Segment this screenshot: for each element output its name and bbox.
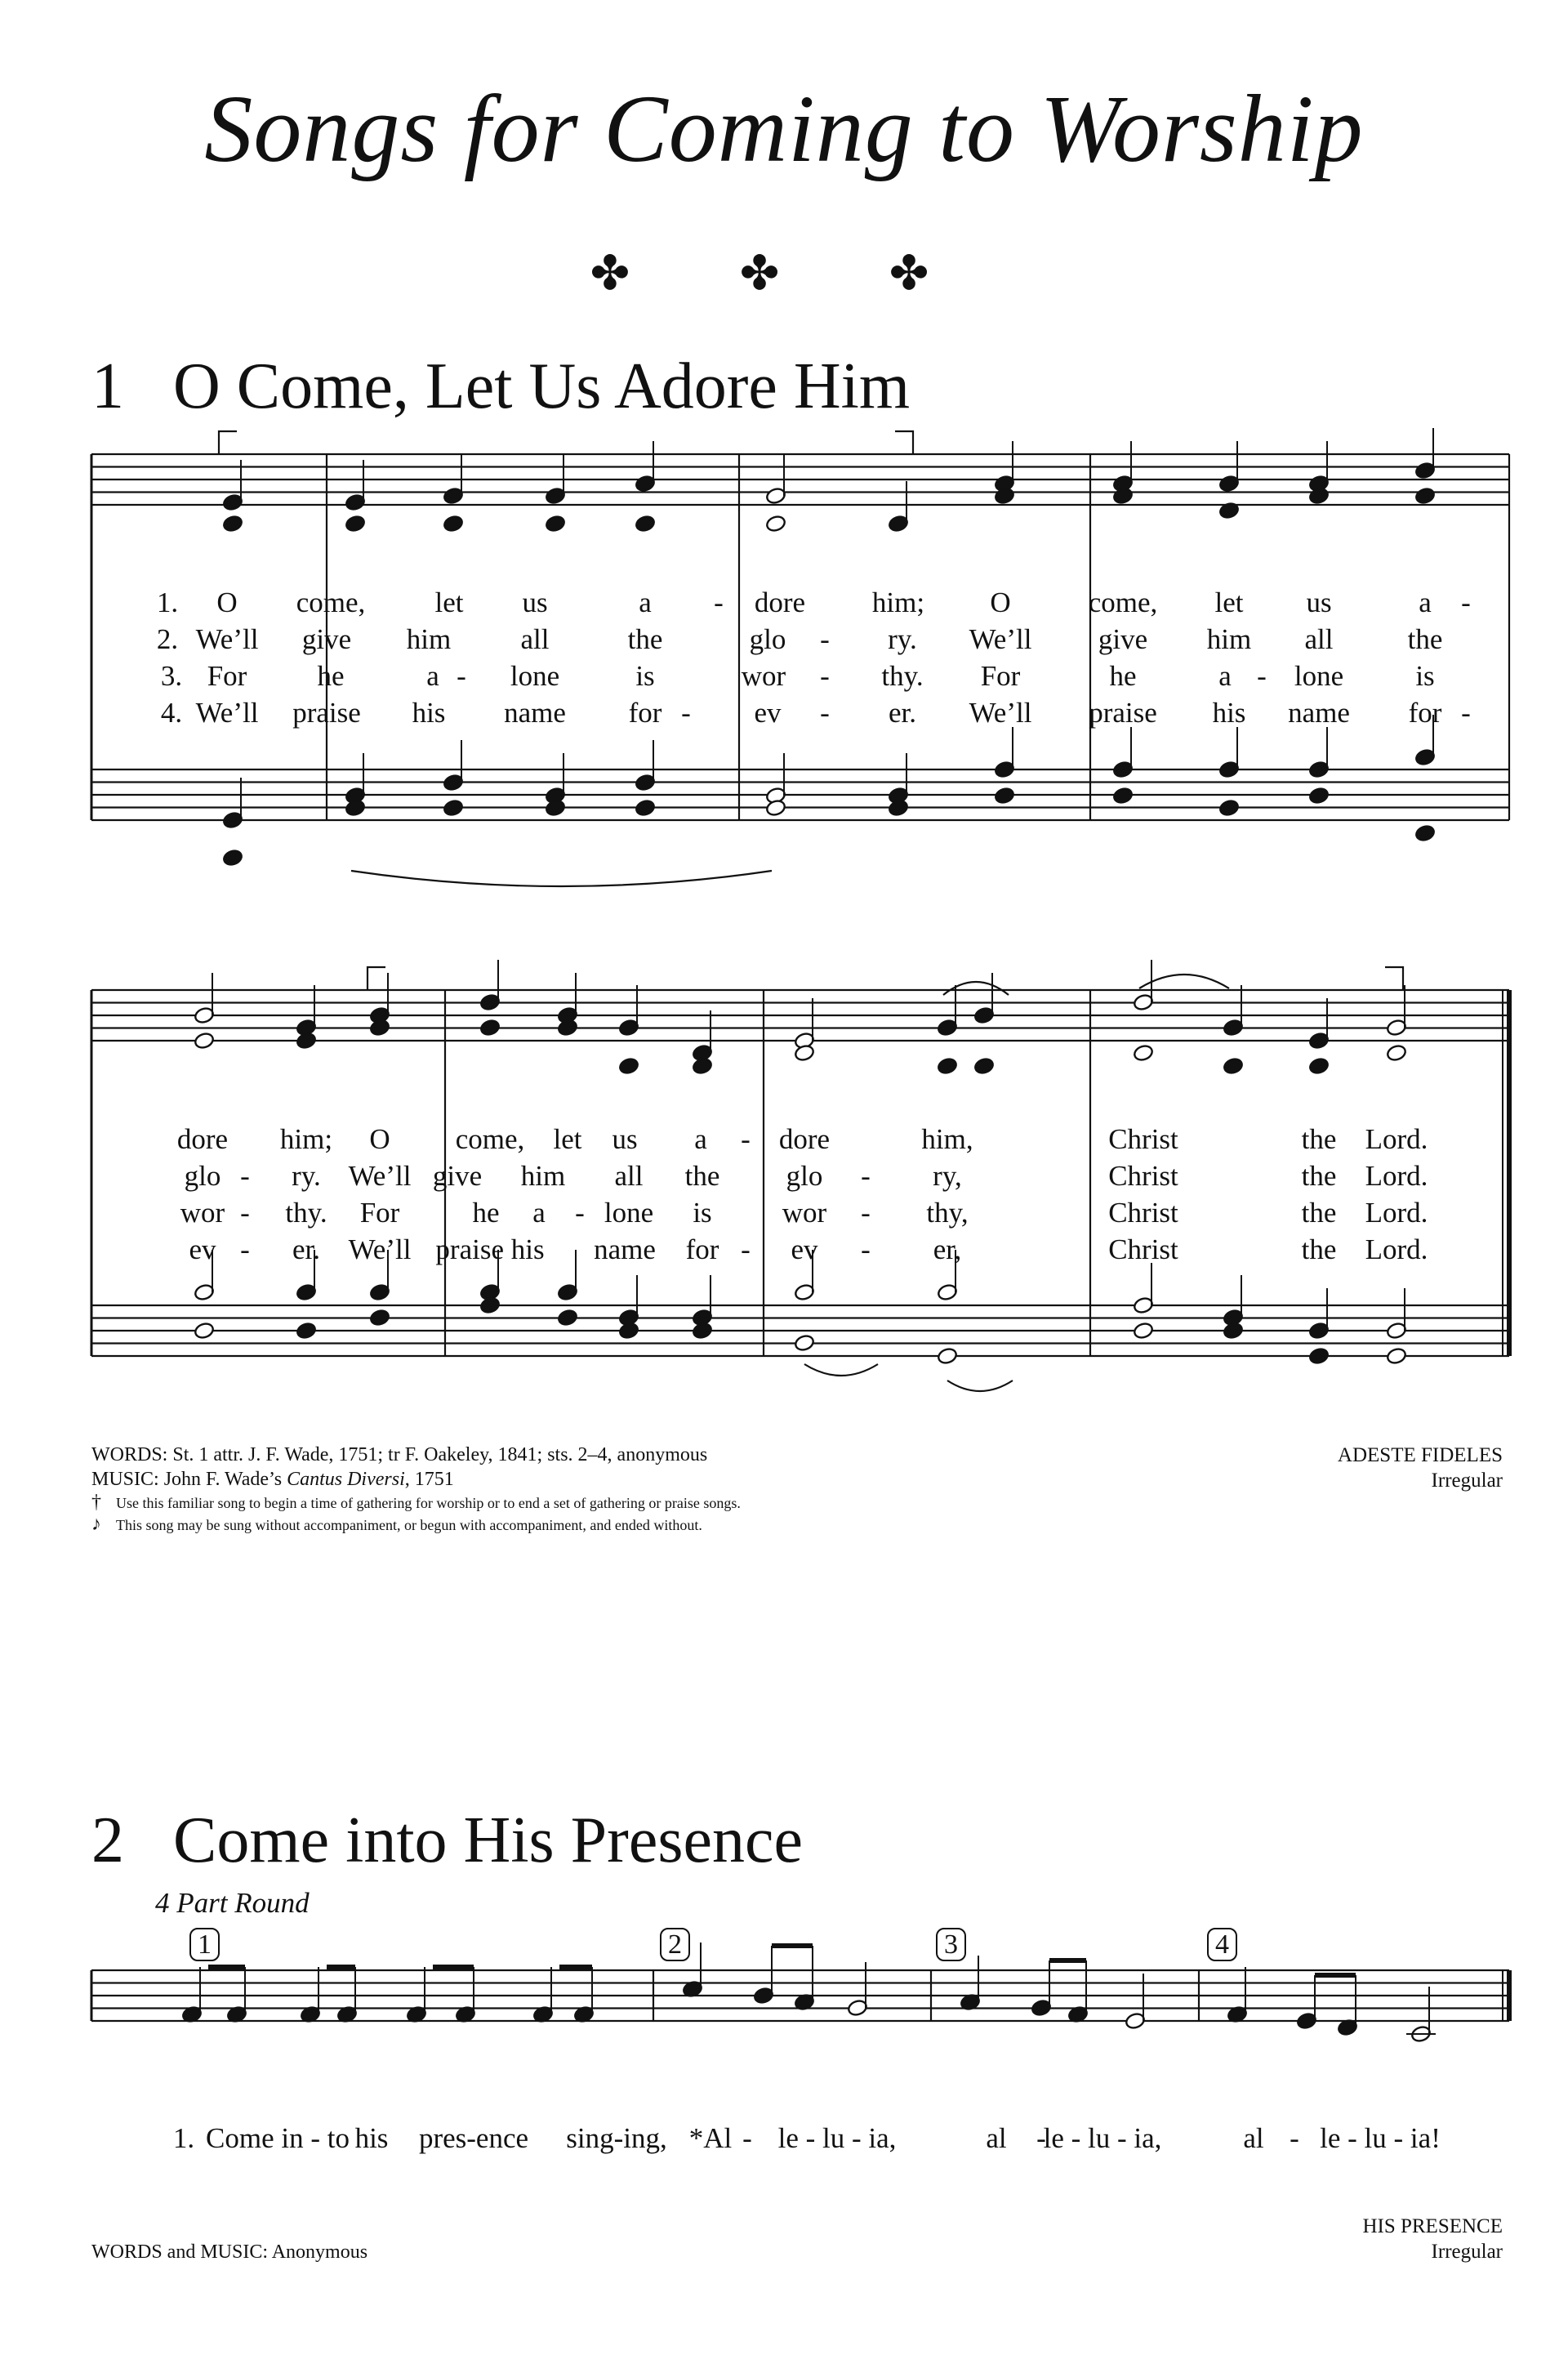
- lyric-syllable: ev: [791, 1233, 818, 1265]
- note-head: [1308, 787, 1330, 805]
- lyric-syllable: glo: [786, 1160, 823, 1192]
- slur: [1139, 975, 1229, 988]
- lyric-syllable: al: [1243, 2122, 1264, 2154]
- lyric-syllable: is: [693, 1197, 712, 1229]
- lyric-syllable: thy.: [285, 1197, 327, 1229]
- note-head: [443, 515, 464, 533]
- hymn-2-number: 2: [91, 1804, 124, 1876]
- lyric-syllable: -: [861, 1197, 871, 1229]
- lyric-syllable: 2.: [156, 623, 179, 655]
- lyric-syllable: Lord.: [1365, 1123, 1428, 1155]
- lyric-syllable: We’ll: [969, 623, 1032, 655]
- note-head: [1308, 1347, 1330, 1366]
- lyric-syllable: -: [861, 1160, 871, 1192]
- tune-name: HIS PRESENCE: [1362, 2215, 1503, 2237]
- lyric-syllable: he: [1109, 660, 1137, 692]
- hymn-2-verse-1: [0, 2122, 1568, 2160]
- lyric-syllable: -: [861, 1233, 871, 1265]
- verse-4-line-2: [0, 1233, 1568, 1271]
- lyric-syllable: his: [412, 697, 446, 729]
- note-head: [1414, 824, 1436, 843]
- lyric-syllable: him,: [921, 1123, 973, 1155]
- hymn-1-credits: [91, 1443, 1153, 1536]
- lyric-syllable: -: [741, 1123, 751, 1155]
- lyric-syllable: give: [301, 623, 352, 655]
- lyric-syllable: lone: [510, 660, 560, 692]
- lyric-syllable: come,: [1088, 587, 1158, 618]
- lyric-syllable: come,: [296, 587, 366, 618]
- lyric-syllable: -: [681, 697, 691, 729]
- lyric-syllable: come,: [455, 1123, 525, 1155]
- lyric-syllable: give: [1098, 623, 1148, 655]
- verse-2-line-1: [0, 623, 1568, 661]
- lyric-syllable: 1.: [156, 587, 179, 618]
- lyric-syllable: the: [1301, 1123, 1337, 1155]
- lyric-syllable: ry,: [933, 1160, 962, 1192]
- lyric-syllable: him: [520, 1160, 566, 1192]
- lyric-syllable: Lord.: [1365, 1160, 1428, 1192]
- lyric-syllable: Lord.: [1365, 1233, 1428, 1265]
- lyric-syllable: all: [520, 623, 550, 655]
- lyric-syllable: er.: [292, 1233, 321, 1265]
- lyric-syllable: -: [1257, 660, 1267, 692]
- phrase-bracket: [1385, 967, 1403, 990]
- meter: Irregular: [1431, 2241, 1503, 2263]
- lyric-syllable: for: [1408, 697, 1442, 729]
- lyric-syllable: -: [240, 1233, 250, 1265]
- accompaniment-note: ♪ This song may be sung without accompaniment, or begun with accompaniment, and ended without.: [91, 1514, 702, 1535]
- lyric-syllable: he: [317, 660, 345, 692]
- hymn-2-tune-info: [1094, 2214, 1503, 2264]
- note-head: [222, 849, 243, 868]
- hymn-2-heading: [91, 1804, 803, 1878]
- phrase-bracket: [368, 967, 385, 990]
- lyric-syllable: -: [240, 1197, 250, 1229]
- lyric-syllable: er.: [888, 697, 917, 729]
- round-marker-4: 4: [1207, 1929, 1237, 1960]
- page-title: Songs for Coming to Worship: [204, 75, 1364, 182]
- treble-clef-icon: 𝄞: [100, 970, 146, 1061]
- lyric-syllable: all: [1304, 623, 1334, 655]
- time-signature-top: 4: [152, 1968, 167, 2002]
- lyric-syllable: al: [986, 2122, 1007, 2154]
- note-head: [1133, 1322, 1154, 1340]
- note-head: [618, 1057, 639, 1076]
- lyric-syllable: praise his: [435, 1233, 545, 1265]
- lyric-syllable: ry.: [888, 623, 917, 655]
- note-head: [296, 1322, 317, 1340]
- note-head: [937, 1347, 958, 1366]
- lyric-syllable: lone: [1294, 660, 1344, 692]
- lyric-syllable: dore: [754, 587, 806, 618]
- lyric-syllable: name: [1288, 697, 1350, 729]
- lyric-syllable: ry.: [292, 1160, 321, 1192]
- lyric-syllable: pres-ence: [418, 2122, 529, 2154]
- lyric-syllable: -: [741, 1233, 751, 1265]
- note-head: [557, 1309, 578, 1327]
- lyric-syllable: him;: [871, 587, 925, 618]
- verse-3-line-2: [0, 1197, 1568, 1234]
- treble-clef-icon: 𝄞: [100, 1950, 146, 2041]
- lyric-syllable: is: [635, 660, 655, 692]
- words-credit: WORDS: St. 1 attr. J. F. Wade, 1751; tr F. Oakeley, 1841; sts. 2–4, anonymous: [91, 1444, 708, 1465]
- lyric-syllable: dore: [778, 1123, 831, 1155]
- lyric-syllable: wor: [741, 660, 786, 692]
- lyric-syllable: Christ: [1108, 1123, 1178, 1155]
- lyric-syllable: *Al: [688, 2122, 733, 2154]
- note-head: [1414, 487, 1436, 506]
- flat-sign-icon: ♭: [145, 789, 161, 827]
- note-head: [794, 1334, 815, 1353]
- round-label: 4 Part Round: [155, 1887, 310, 1919]
- lyric-syllable: We’ll: [195, 623, 259, 655]
- lyric-syllable: the: [684, 1160, 720, 1192]
- lyric-syllable: the: [1407, 623, 1443, 655]
- ornament-divider: ✤ ✤ ✤: [590, 247, 978, 300]
- lyric-syllable: dore: [176, 1123, 229, 1155]
- round-marker-1: 1: [189, 1929, 220, 1960]
- lyric-syllable: -: [742, 2122, 752, 2154]
- lyric-syllable: -: [820, 697, 830, 729]
- lyric-syllable: wor: [782, 1197, 827, 1229]
- lyric-syllable: his: [354, 2122, 389, 2154]
- note-head: [479, 1296, 501, 1315]
- lyric-syllable: his: [1212, 697, 1246, 729]
- note-head: [1218, 799, 1240, 818]
- note-head: [635, 515, 656, 533]
- verse-2-line-2: [0, 1160, 1568, 1198]
- lyric-syllable: -: [820, 660, 830, 692]
- hymn-1-tune-info: [1094, 1443, 1503, 1493]
- lyric-syllable: him: [406, 623, 452, 655]
- slur: [804, 1364, 878, 1376]
- lyric-syllable: -: [1461, 697, 1471, 729]
- lyric-syllable: Christ: [1108, 1160, 1178, 1192]
- lyric-syllable: O: [216, 587, 238, 618]
- lyric-syllable: name: [504, 697, 566, 729]
- note-head: [1386, 1044, 1407, 1063]
- flat-sign-icon: ♭: [145, 451, 161, 488]
- lyric-syllable: the: [627, 623, 663, 655]
- time-signature-top: 4: [172, 767, 187, 801]
- lyric-syllable: him;: [279, 1123, 333, 1155]
- lyric-syllable: For: [207, 660, 247, 692]
- note-head: [765, 515, 786, 533]
- lyric-syllable: us: [1306, 587, 1332, 618]
- lyric-syllable: name: [594, 1233, 656, 1265]
- lyric-syllable: for: [628, 697, 662, 729]
- meter: Irregular: [1431, 1470, 1503, 1492]
- note-head: [194, 1322, 215, 1340]
- flat-sign-icon: ♭: [145, 987, 161, 1024]
- hymn-2-credit: WORDS and MUSIC: Anonymous: [91, 2241, 368, 2263]
- lyric-syllable: is: [1415, 660, 1435, 692]
- lyric-syllable: lone: [604, 1197, 654, 1229]
- time-signature-bottom: 4: [172, 478, 187, 512]
- lyric-syllable: ev: [754, 697, 782, 729]
- note-head: [1223, 1322, 1244, 1340]
- hymn-1-title: O Come, Let Us Adore Him: [173, 350, 911, 422]
- note-head: [1308, 1057, 1330, 1076]
- lyric-syllable: -: [1461, 587, 1471, 618]
- note-head: [1112, 787, 1134, 805]
- lyric-syllable: us: [522, 587, 548, 618]
- lyric-syllable: We’ll: [969, 697, 1032, 729]
- lyric-syllable: glo: [749, 623, 786, 655]
- lyric-syllable: We’ll: [348, 1160, 412, 1192]
- lyric-syllable: thy.: [881, 660, 924, 692]
- time-signature-bottom: 4: [152, 1994, 167, 2028]
- lyric-syllable: sing-ing,: [566, 2122, 667, 2154]
- phrase-bracket: [219, 431, 237, 454]
- bass-clef-icon: 𝄢: [100, 1289, 139, 1359]
- phrase-bracket: [895, 431, 913, 454]
- lyric-syllable: For: [359, 1197, 400, 1229]
- lyric-syllable: -: [240, 1160, 250, 1192]
- lyric-syllable: Christ: [1108, 1233, 1178, 1265]
- note-head: [994, 787, 1015, 805]
- lyric-syllable: give: [432, 1160, 483, 1192]
- note-head: [222, 515, 243, 533]
- note-head: [443, 799, 464, 818]
- lyric-syllable: For: [980, 660, 1021, 692]
- hymn-2-title: Come into His Presence: [173, 1804, 803, 1876]
- music-credit: MUSIC: John F. Wade’s Cantus Diversi, 1751: [91, 1469, 454, 1490]
- lyric-syllable: a: [694, 1123, 707, 1155]
- lyric-syllable: a: [1419, 587, 1432, 618]
- lyric-syllable: the: [1301, 1233, 1337, 1265]
- note-head: [545, 515, 566, 533]
- lyric-syllable: a: [426, 660, 439, 692]
- dagger-icon: †: [91, 1492, 101, 1513]
- hymn-1-number: 1: [91, 350, 124, 422]
- lyric-syllable: Christ: [1108, 1197, 1178, 1229]
- treble-clef-icon: 𝄞: [100, 434, 146, 525]
- round-marker-3: 3: [936, 1929, 966, 1960]
- lyric-syllable: the: [1301, 1197, 1337, 1229]
- lyric-syllable: let: [434, 587, 464, 618]
- verse-4-line-1: [0, 697, 1568, 734]
- lyric-syllable: praise: [1089, 697, 1157, 729]
- lyric-syllable: O: [990, 587, 1011, 618]
- slur: [947, 1380, 1013, 1391]
- lyric-syllable: -: [820, 623, 830, 655]
- usage-note: † Use this familiar song to begin a time of gathering for worship or to end a set of gathering or praise songs.: [91, 1492, 741, 1513]
- slur: [351, 871, 772, 886]
- note-head: [1223, 1057, 1244, 1076]
- round-marker-2: 2: [660, 1929, 690, 1960]
- lyric-syllable: -: [1036, 2122, 1046, 2154]
- lyric-syllable: he: [472, 1197, 500, 1229]
- time-signature-bottom: 4: [172, 793, 187, 827]
- tune-name: ADESTE FIDELES: [1337, 1444, 1503, 1466]
- flat-sign-icon: ♭: [145, 1325, 161, 1363]
- lyric-syllable: -: [575, 1197, 585, 1229]
- note-head: [296, 1032, 317, 1050]
- lyric-syllable: a: [532, 1197, 546, 1229]
- lyric-syllable: le - lu - ia,: [777, 2122, 897, 2154]
- note-head: [973, 1057, 995, 1076]
- lyric-syllable: a: [639, 587, 652, 618]
- lyric-syllable: glo: [184, 1160, 221, 1192]
- lyric-syllable: er,: [933, 1233, 962, 1265]
- lyric-syllable: 4.: [160, 697, 183, 729]
- lyric-syllable: -: [714, 587, 724, 618]
- lyric-syllable: wor: [180, 1197, 225, 1229]
- eighth-note-icon: ♪: [91, 1514, 101, 1535]
- note-head: [937, 1057, 958, 1076]
- note-head: [479, 1019, 501, 1037]
- note-head: [345, 515, 366, 533]
- verse-1-line-2: [0, 1123, 1568, 1161]
- time-signature-top: 4: [172, 452, 187, 486]
- lyric-syllable: praise: [292, 697, 361, 729]
- note-head: [1386, 1347, 1407, 1366]
- note-head: [194, 1032, 215, 1050]
- lyric-syllable: let: [1214, 587, 1244, 618]
- lyric-syllable: le - lu - ia,: [1043, 2122, 1162, 2154]
- lyric-syllable: Come in - to: [206, 2122, 350, 2154]
- lyric-syllable: thy,: [926, 1197, 969, 1229]
- verse-1-line-1: [0, 587, 1568, 624]
- note-head: [692, 1322, 713, 1340]
- lyric-syllable: -: [457, 660, 466, 692]
- note-head: [1133, 1044, 1154, 1063]
- lyric-syllable: 3.: [160, 660, 183, 692]
- lyric-syllable: -: [1290, 2122, 1299, 2154]
- lyric-syllable: the: [1301, 1160, 1337, 1192]
- note-head: [635, 799, 656, 818]
- lyric-syllable: him: [1206, 623, 1252, 655]
- note-head: [692, 1057, 713, 1076]
- lyric-syllable: We’ll: [195, 697, 259, 729]
- lyric-syllable: We’ll: [348, 1233, 412, 1265]
- lyric-syllable: ev: [189, 1233, 216, 1265]
- lyric-syllable: us: [612, 1123, 638, 1155]
- bass-clef-icon: 𝄢: [100, 753, 139, 823]
- note-head: [618, 1322, 639, 1340]
- lyric-syllable: a: [1218, 660, 1232, 692]
- lyric-syllable: Lord.: [1365, 1197, 1428, 1229]
- note-head: [369, 1309, 390, 1327]
- lyric-syllable: let: [553, 1123, 582, 1155]
- slur: [943, 982, 1009, 995]
- lyric-syllable: 1.: [172, 2122, 195, 2154]
- lyric-syllable: all: [614, 1160, 644, 1192]
- lyric-syllable: O: [369, 1123, 390, 1155]
- verse-3-line-1: [0, 660, 1568, 698]
- lyric-syllable: for: [685, 1233, 719, 1265]
- lyric-syllable: le - lu - ia!: [1320, 2122, 1441, 2154]
